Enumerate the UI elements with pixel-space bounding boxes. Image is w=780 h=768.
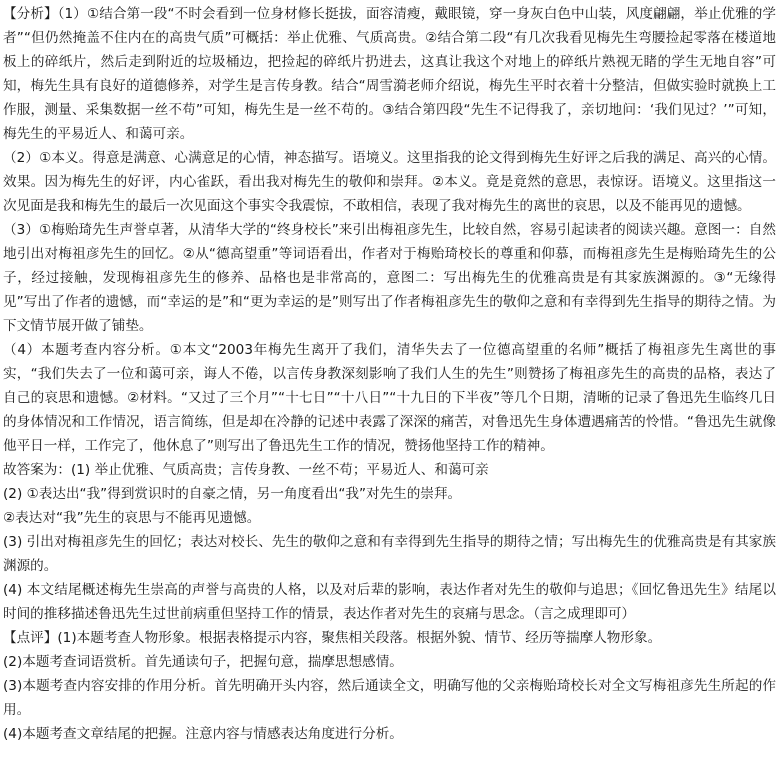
comment-line-2: (2)本题考查词语赏析。首先通读句子，把握句意，揣摩思想感情。: [3, 654, 403, 670]
analysis-paragraph-2: （2）①本义。得意是满意、心满意足的心情，神态描写。语境义。这里指我的论文得到梅先生好评之后我的满足、高兴的心情。效果。因为梅先生的好评，内心雀跃，看出我对梅先生的敬仰和崇拜。②本义。竟是竟然的意思，表惊讶。语境义。这里指这一次见面是我和梅先生的最后一次见面这个事实令我震惊，不敢相信，表现了我对梅先生的离世的哀思，以及不能再见的遗憾。: [3, 150, 776, 214]
comment-line-1: 【点评】(1)本题考查人物形象。根据表格提示内容，聚焦相关段落。根据外貌、情节、经历等揣摩人物形象。: [3, 630, 662, 646]
answer-line-2b: ②表达对“我”先生的哀思与不能再见遗憾。: [3, 510, 261, 526]
answer-line-2: (2) ①表达出“我”得到赏识时的自豪之情，另一角度看出“我”对先生的崇拜。: [3, 486, 462, 502]
analysis-label: 【分析】: [3, 6, 58, 22]
comment-line-3: (3)本题考查内容安排的作用分析。首先明确开头内容，然后通读全文，明确写他的父亲梅贻琦校长对全文写梅祖彦先生所起的作用。: [3, 678, 776, 718]
comment-line-4: (4)本题考查文章结尾的把握。注意内容与情感表达角度进行分析。: [3, 726, 403, 742]
answer-line-1: 故答案为：(1) 举止优雅、气质高贵；言传身教、一丝不苟；平易近人、和蔼可亲: [3, 462, 489, 478]
analysis-text-1: （1）①结合第一段“不时会看到一位身材修长挺拔，面容清瘦，戴眼镜，穿一身灰白色中山装，风度翩翩，举止优雅的学者”“但仍然掩盖不住内在的高贵气质”可概括：举止优雅、气质高贵。②结合第二段“有几次我看见梅先生弯腰捡起零落在楼道地板上的碎纸片，然后走到附近的垃圾桶边，把捡起的碎纸片扔进去，这真让我这个对地上的碎纸片熟视无睹的学生无地自容”可知，梅先生具有良好的道德修养，对学生是言传身教。结合“周雪漪老师介绍说，梅先生平时衣着十分整洁，但做实验时就换上工作服，测量、采集数据一丝不苟”可知，梅先生是一丝不苟的。③结合第四段“先生不记得我了，亲切地问：‘我们见过？’”可知，梅先生的平易近人、和蔼可亲。: [3, 6, 777, 142]
answer-line-3: (3) 引出对梅祖彦先生的回忆；表达对校长、先生的敬仰之意和有幸得到先生指导的期待之情；写出梅先生的优雅高贵是有其家族渊源的。: [3, 534, 776, 574]
analysis-paragraph-4: （4）本题考查内容分析。①本文“2003年梅先生离开了我们，清华失去了一位德高望重的名师”概括了梅祖彦先生离世的事实，“我们失去了一位和蔼可亲，诲人不倦，以言传身教深刻影响了我们人生的先生”则赞扬了梅祖彦先生的高贵的品格，表达了自己的哀思和遗憾。②材料。“又过了三个月”“十七日”“十八日”“十九日的下半夜”等几个日期，清晰的记录了鲁迅先生临终几日的身体情况和工作情况，语言简练，但是却在冷静的记述中表露了深深的痛苦，对鲁迅先生身体遭遇痛苦的怜惜。“鲁迅先生就像他平日一样，工作完了，他休息了”则写出了鲁迅先生工作的情况，赞扬他坚持工作的精神。: [3, 342, 776, 454]
analysis-paragraph-3: （3）①梅贻琦先生声誉卓著，从清华大学的“终身校长”来引出梅祖彦先生，比较自然，容易引起读者的阅读兴趣。意图一：自然地引出对梅祖彦先生的回忆。②从“德高望重”等词语看出，作者对于梅贻琦校长的尊重和仰慕，而梅祖彦先生是梅贻琦先生的公子，经过接触，发现梅祖彦先生的修养、品格也是非常高的，意图二：写出梅先生的优雅高贵是有其家族渊源的。③“无缘得见”写出了作者的遗憾，而“幸运的是”和“更为幸运的是”则写出了作者梅祖彦先生的敬仰之意和有幸得到先生指导的期待之情。为下文情节展开做了铺垫。: [3, 222, 776, 334]
analysis-paragraph-1: [3, 2, 776, 146]
answer-line-4: (4) 本文结尾概述梅先生崇高的声誉与高贵的人格，以及对后辈的影响，表达作者对先生的敬仰与追思；《回忆鲁迅先生》结尾以时间的推移描述鲁迅先生过世前病重但坚持工作的情景，表达作者对先生的哀痛与思念。（言之成理即可）: [3, 582, 776, 622]
